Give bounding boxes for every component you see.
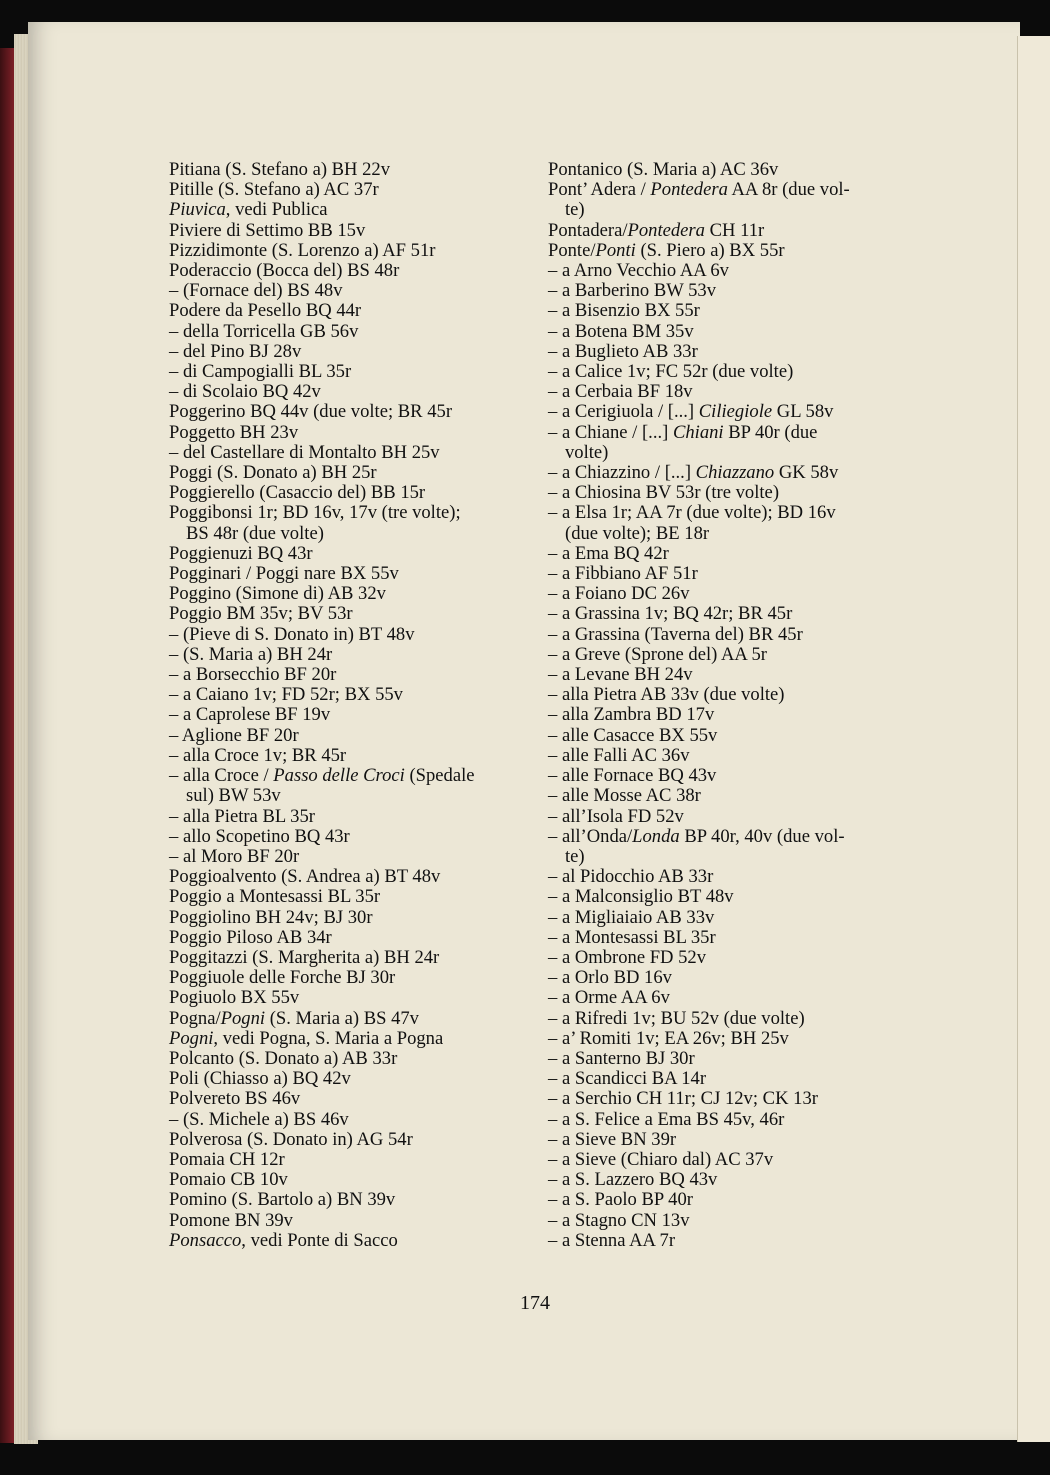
right-index-entry: – a Barberino BW 53v [548,280,716,302]
left-index-entry: Polverosa (S. Donato in) AG 54r [169,1128,413,1150]
left-index-entry: – (Fornace del) BS 48v [169,280,343,302]
left-index-entry: – (S. Maria a) BH 24r [169,643,333,665]
left-index-entry: – a Borsecchio BF 20r [169,664,337,686]
facing-page-edge [1017,36,1050,1442]
left-index-entry: – (S. Michele a) BS 46v [169,1108,349,1130]
left-index-entry: Pitille (S. Stefano a) AC 37r [169,179,379,201]
right-index-entry: – all’Onda/Londa BP 40r, 40v (due vol- [548,825,845,847]
right-index-entry: – a Elsa 1r; AA 7r (due volte); BD 16v [548,502,836,524]
right-index-entry: te) [565,199,585,221]
right-index-entry: – a Serchio CH 11r; CJ 12v; CK 13r [548,1088,818,1110]
left-index-entry: Polcanto (S. Donato a) AB 33r [169,1047,398,1069]
left-index-entry: Pogiuolo BX 55v [169,987,300,1009]
left-index-entry: BS 48r (due volte) [186,522,324,544]
right-index-entry: volte) [565,441,609,463]
left-index-entry: Pomaio CB 10v [169,1169,288,1191]
left-index-entry: Poggio a Montesassi BL 35r [169,886,381,908]
right-index-entry: – a Malconsiglio BT 48v [548,886,734,908]
right-index-entry: (due volte); BE 18r [565,522,710,544]
right-index-entry: – a Foiano DC 26v [548,583,690,605]
right-index-entry: – alle Casacce BX 55v [548,724,718,746]
right-index-entry: – a Ombrone FD 52v [548,946,707,968]
left-index-entry: Poggio Piloso AB 34r [169,926,332,948]
right-index-entry: – a Greve (Sprone del) AA 5r [548,643,767,665]
right-index-entry: – all’Isola FD 52v [548,805,684,827]
left-index-entry: – Aglione BF 20r [169,724,299,746]
right-index-entry: – a Ema BQ 42r [548,542,669,564]
right-index-entry: – a Scandicci BA 14r [548,1068,707,1090]
right-index-entry: – alle Fornace BQ 43v [548,765,717,787]
left-index-entry: – al Moro BF 20r [169,845,300,867]
left-index-entry: Pizzidimonte (S. Lorenzo a) AF 51r [169,239,436,261]
left-index-entry: – a Caprolese BF 19v [169,704,331,726]
right-index-entry: – alla Zambra BD 17v [548,704,715,726]
left-index-entry: Piuvica, vedi Publica [169,199,328,221]
left-index-entry: Podere da Pesello BQ 44r [169,300,362,322]
right-index-entry: – a S. Lazzero BQ 43v [548,1169,718,1191]
right-index-entry: – a’ Romiti 1v; EA 26v; BH 25v [548,1027,789,1049]
right-index-entry: – a Levane BH 24v [548,664,693,686]
right-index-entry: – alle Mosse AC 38r [548,785,701,807]
left-index-entry: – della Torricella GB 56v [169,320,359,342]
right-index-entry: – al Pidocchio AB 33r [548,866,714,888]
right-index-entry: – a Santerno BJ 30r [548,1047,695,1069]
right-index-entry: – a Bisenzio BX 55r [548,300,700,322]
right-index-entry: te) [565,845,585,867]
right-index-entry: Pontadera/Pontedera CH 11r [548,219,765,241]
right-index-entry: – a Cerbaia BF 18v [548,381,693,403]
right-index-entry: – a Chiane / [...] Chiani BP 40r (due [548,421,818,443]
right-index-entry: – alle Falli AC 36v [548,744,690,766]
right-index-entry: – a Buglieto AB 33r [548,340,698,362]
right-index-entry: – a Sieve BN 39r [548,1128,677,1150]
left-index-entry: Polvereto BS 46v [169,1088,301,1110]
left-index-entry: Poggerino BQ 44v (due volte; BR 45r [169,401,453,423]
right-index-entry: Pont’ Adera / Pontedera AA 8r (due vol- [548,179,850,201]
right-index-entry: – a Stagno CN 13v [548,1209,690,1231]
left-index-entry: Pogni, vedi Pogna, S. Maria a Pogna [169,1027,444,1049]
right-index-entry: – a Rifredi 1v; BU 52v (due volte) [548,1007,805,1029]
left-index-entry: Poggioalvento (S. Andrea a) BT 48v [169,866,441,888]
right-index-entry: – a S. Paolo BP 40r [548,1189,693,1211]
left-index-entry: – alla Pietra BL 35r [169,805,315,827]
right-index-entry: – a Montesassi BL 35r [548,926,716,948]
right-index-entry: – a Arno Vecchio AA 6v [548,260,729,282]
left-index-entry: – alla Croce / Passo delle Croci (Spedale [169,765,475,787]
left-index-entry: Poggio BM 35v; BV 53r [169,603,353,625]
left-index-entry: Pomino (S. Bartolo a) BN 39v [169,1189,396,1211]
left-index-entry: – del Castellare di Montalto BH 25v [169,441,440,463]
page-number: 174 [520,1292,550,1314]
right-index-entry: – a Grassina (Taverna del) BR 45r [548,623,803,645]
left-index-entry: Pomaia CH 12r [169,1148,285,1170]
right-index-entry: – a Calice 1v; FC 52r (due volte) [548,361,794,383]
left-index-entry: – alla Croce 1v; BR 45r [169,744,347,766]
left-index-entry: Poggi (S. Donato a) BH 25r [169,462,377,484]
left-index-entry: – di Campogialli BL 35r [169,361,352,383]
left-index-entry: Poggiolino BH 24v; BJ 30r [169,906,373,928]
right-index-entry: – a Chiazzino / [...] Chiazzano GK 58v [548,462,839,484]
left-index-entry: Poggino (Simone di) AB 32v [169,583,386,605]
right-index-entry: – a Fibbiano AF 51r [548,563,698,585]
left-index-entry: Pomone BN 39v [169,1209,293,1231]
right-index-entry: – a Orme AA 6v [548,987,670,1009]
left-index-entry: Poggiuole delle Forche BJ 30r [169,967,396,989]
right-index-entry: – a Migliaiaio AB 33v [548,906,715,928]
right-index-entry: – a S. Felice a Ema BS 45v, 46r [548,1108,785,1130]
left-index-entry: – (Pieve di S. Donato in) BT 48v [169,623,415,645]
left-index-entry: – allo Scopetino BQ 43r [169,825,350,847]
left-index-entry: – a Caiano 1v; FD 52r; BX 55v [169,684,403,706]
index-column-left [169,160,532,1251]
right-index-entry: Ponte/Ponti (S. Piero a) BX 55r [548,239,785,261]
left-index-entry: Ponsacco, vedi Ponte di Sacco [169,1229,398,1251]
right-index-entry: – a Cerigiuola / [...] Ciliegiole GL 58v [548,401,834,423]
left-index-entry: Piviere di Settimo BB 15v [169,219,366,241]
left-index-entry: Poggierello (Casaccio del) BB 15r [169,482,426,504]
left-index-entry: – del Pino BJ 28v [169,340,302,362]
index-column-right [548,160,920,1251]
left-index-entry: Poggienuzi BQ 43r [169,542,313,564]
right-index-entry: – a Orlo BD 16v [548,967,672,989]
left-index-entry: Pogna/Pogni (S. Maria a) BS 47v [169,1007,419,1029]
right-index-entry: – a Botena BM 35v [548,320,694,342]
left-index-entry: Poggitazzi (S. Margherita a) BH 24r [169,946,440,968]
left-index-entry: Poggibonsi 1r; BD 16v, 17v (tre volte); [169,502,461,524]
left-index-entry: sul) BW 53v [186,785,281,807]
right-index-entry: Pontanico (S. Maria a) AC 36v [548,159,779,180]
left-index-entry: Poggetto BH 23v [169,421,299,443]
right-index-entry: – a Chiosina BV 53r (tre volte) [548,482,780,504]
left-index-entry: – di Scolaio BQ 42v [169,381,321,403]
left-index-entry: Poderaccio (Bocca del) BS 48r [169,260,400,282]
right-index-entry: – a Sieve (Chiaro dal) AC 37v [548,1148,774,1170]
right-index-entry: – alla Pietra AB 33v (due volte) [548,684,785,706]
left-index-entry: Pitiana (S. Stefano a) BH 22v [169,159,391,180]
left-index-entry: Pogginari / Poggi nare BX 55v [169,563,399,585]
right-index-entry: – a Stenna AA 7r [548,1229,676,1251]
right-index-entry: – a Grassina 1v; BQ 42r; BR 45r [548,603,793,625]
left-index-entry: Poli (Chiasso a) BQ 42v [169,1068,351,1090]
